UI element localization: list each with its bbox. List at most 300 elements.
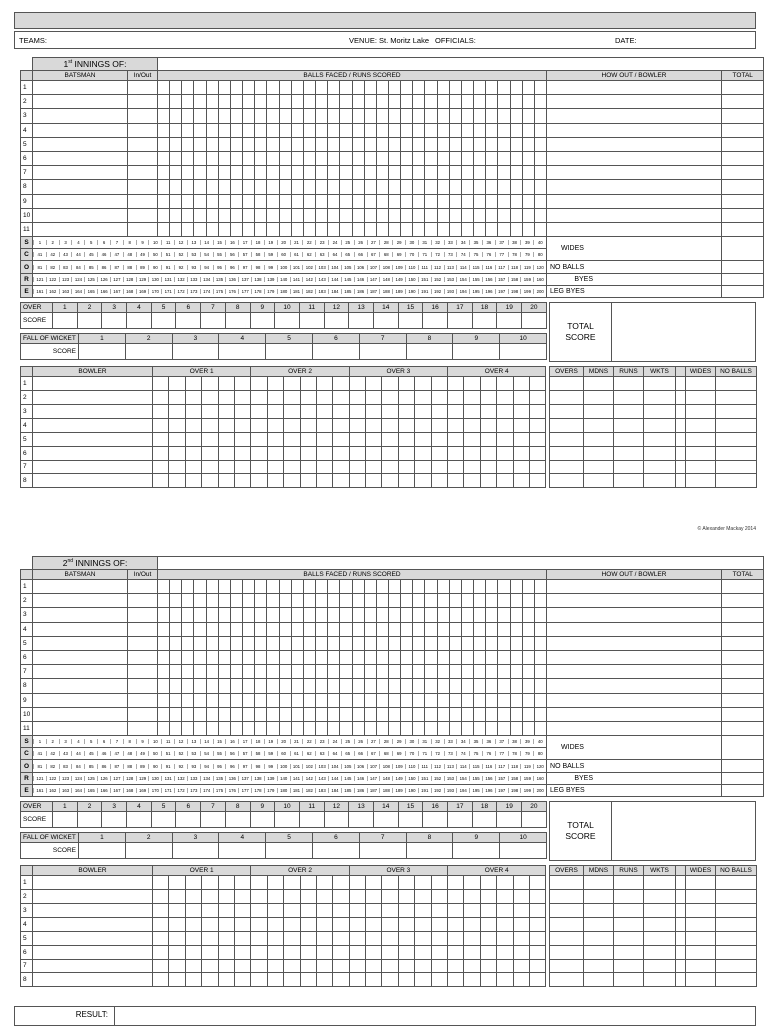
bowler-ball-cell[interactable]: [267, 917, 283, 931]
bowler-ball-cell[interactable]: [513, 931, 529, 945]
tally-number[interactable]: 78: [508, 751, 521, 756]
tally-number[interactable]: 64: [328, 252, 341, 257]
ball-cell[interactable]: [170, 693, 182, 707]
tally-number[interactable]: 84: [71, 265, 84, 270]
tally-number[interactable]: 91: [161, 265, 174, 270]
tally-number[interactable]: 58: [251, 252, 264, 257]
bowler-stat-cell[interactable]: [614, 917, 644, 931]
over-score-cell[interactable]: [398, 313, 423, 329]
ball-cell[interactable]: [437, 95, 449, 109]
bowler-ball-cell[interactable]: [234, 404, 250, 418]
batsman-name-cell[interactable]: [33, 665, 128, 679]
batsman-name-cell[interactable]: [33, 81, 128, 95]
tally-number[interactable]: 193: [444, 788, 457, 793]
bowler-ball-cell[interactable]: [202, 391, 218, 405]
ball-cell[interactable]: [474, 81, 486, 95]
ball-cell[interactable]: [486, 151, 498, 165]
bowler-ball-cell[interactable]: [185, 903, 201, 917]
how-out-cell[interactable]: [547, 194, 722, 208]
tally-number[interactable]: 56: [225, 751, 238, 756]
ball-cell[interactable]: [340, 650, 352, 664]
tally-number[interactable]: 156: [482, 776, 495, 781]
bowler-ball-cell[interactable]: [300, 917, 316, 931]
bowler-stat-cell[interactable]: [614, 446, 644, 460]
tally-number[interactable]: 148: [379, 776, 392, 781]
tally-number[interactable]: 166: [97, 289, 110, 294]
tally-number[interactable]: 160: [533, 776, 546, 781]
ball-cell[interactable]: [364, 194, 376, 208]
bowler-ball-cell[interactable]: [185, 945, 201, 959]
bowler-ball-cell[interactable]: [153, 931, 169, 945]
bowler-ball-cell[interactable]: [415, 890, 431, 904]
ball-cell[interactable]: [194, 123, 206, 137]
ball-cell[interactable]: [486, 81, 498, 95]
ball-cell[interactable]: [449, 693, 461, 707]
tally-number[interactable]: 119: [520, 764, 533, 769]
bowler-ball-cell[interactable]: [316, 931, 332, 945]
tally-number[interactable]: 180: [277, 788, 290, 793]
ball-cell[interactable]: [364, 622, 376, 636]
ball-cell[interactable]: [498, 650, 510, 664]
ball-cell[interactable]: [303, 222, 315, 236]
ball-cell[interactable]: [218, 180, 230, 194]
bowler-ball-cell[interactable]: [398, 418, 414, 432]
tally-number[interactable]: 55: [213, 751, 226, 756]
bowler-stat-cell[interactable]: [550, 973, 584, 987]
ball-cell[interactable]: [486, 693, 498, 707]
ball-cell[interactable]: [230, 650, 242, 664]
ball-cell[interactable]: [170, 208, 182, 222]
tally-number[interactable]: 184: [328, 289, 341, 294]
bowler-stat-cell[interactable]: [614, 404, 644, 418]
tally-number[interactable]: 117: [495, 265, 508, 270]
ball-cell[interactable]: [316, 151, 328, 165]
tally-number[interactable]: 117: [495, 764, 508, 769]
ball-cell[interactable]: [267, 95, 279, 109]
tally-number[interactable]: 79: [520, 252, 533, 257]
ball-cell[interactable]: [291, 81, 303, 95]
tally-number[interactable]: 159: [520, 277, 533, 282]
ball-cell[interactable]: [474, 208, 486, 222]
ball-cell[interactable]: [267, 109, 279, 123]
bowler-ball-cell[interactable]: [333, 931, 349, 945]
tally-number[interactable]: 120: [533, 764, 546, 769]
tally-number[interactable]: 171: [161, 788, 174, 793]
ball-cell[interactable]: [328, 123, 340, 137]
tally-number[interactable]: 195: [469, 788, 482, 793]
tally-number[interactable]: 175: [213, 788, 226, 793]
bowler-ball-cell[interactable]: [267, 959, 283, 973]
bowler-ball-cell[interactable]: [464, 959, 480, 973]
tally-number[interactable]: 157: [495, 277, 508, 282]
tally-number[interactable]: 170: [148, 788, 161, 793]
bowler-ball-cell[interactable]: [185, 460, 201, 474]
bowler-ball-cell[interactable]: [480, 890, 496, 904]
batsman-name-cell[interactable]: [33, 721, 128, 735]
ball-cell[interactable]: [316, 665, 328, 679]
bowler-stat-cell[interactable]: [644, 959, 676, 973]
bowler-ball-cell[interactable]: [366, 474, 382, 488]
bowler-stat-cell[interactable]: [550, 391, 584, 405]
ball-cell[interactable]: [461, 166, 473, 180]
bowler-ball-cell[interactable]: [349, 377, 365, 391]
tally-number[interactable]: 83: [59, 265, 72, 270]
ball-cell[interactable]: [498, 222, 510, 236]
ball-cell[interactable]: [437, 208, 449, 222]
tally-number[interactable]: 22: [302, 739, 315, 744]
ball-cell[interactable]: [522, 608, 534, 622]
ball-cell[interactable]: [413, 123, 425, 137]
bowler-ball-cell[interactable]: [333, 903, 349, 917]
ball-cell[interactable]: [437, 137, 449, 151]
bowler-ball-cell[interactable]: [316, 973, 332, 987]
bowler-ball-cell[interactable]: [366, 959, 382, 973]
ball-cell[interactable]: [170, 594, 182, 608]
bowler-ball-cell[interactable]: [185, 391, 201, 405]
in-out-cell[interactable]: [128, 123, 158, 137]
ball-cell[interactable]: [194, 650, 206, 664]
bowler-ball-cell[interactable]: [251, 931, 267, 945]
tally-number[interactable]: 176: [225, 289, 238, 294]
ball-cell[interactable]: [158, 208, 170, 222]
bowler-ball-cell[interactable]: [398, 917, 414, 931]
bowler-stat-cell[interactable]: [614, 418, 644, 432]
ball-cell[interactable]: [437, 580, 449, 594]
tally-number[interactable]: 190: [405, 289, 418, 294]
tally-number[interactable]: 22: [302, 240, 315, 245]
ball-cell[interactable]: [230, 109, 242, 123]
ball-cell[interactable]: [510, 180, 522, 194]
bowler-ball-cell[interactable]: [415, 959, 431, 973]
ball-cell[interactable]: [303, 580, 315, 594]
over-score-cell[interactable]: [423, 313, 448, 329]
ball-cell[interactable]: [425, 608, 437, 622]
ball-cell[interactable]: [437, 594, 449, 608]
tally-number[interactable]: 45: [84, 252, 97, 257]
bowler-ball-cell[interactable]: [267, 391, 283, 405]
bowler-ball-cell[interactable]: [284, 931, 300, 945]
ball-cell[interactable]: [364, 693, 376, 707]
ball-cell[interactable]: [267, 180, 279, 194]
bowler-ball-cell[interactable]: [431, 959, 447, 973]
ball-cell[interactable]: [364, 81, 376, 95]
tally-number[interactable]: 200: [533, 788, 546, 793]
tally-number[interactable]: 95: [213, 265, 226, 270]
bowler-ball-cell[interactable]: [415, 931, 431, 945]
batsman-total-cell[interactable]: [722, 194, 764, 208]
ball-cell[interactable]: [267, 194, 279, 208]
batsman-name-cell[interactable]: [33, 137, 128, 151]
bowler-ball-cell[interactable]: [284, 460, 300, 474]
bowler-ball-cell[interactable]: [529, 973, 545, 987]
ball-cell[interactable]: [413, 194, 425, 208]
bowler-ball-cell[interactable]: [218, 945, 234, 959]
bowler-ball-cell[interactable]: [202, 432, 218, 446]
ball-cell[interactable]: [449, 151, 461, 165]
ball-cell[interactable]: [401, 81, 413, 95]
bowler-stat-cell[interactable]: [584, 945, 614, 959]
bowler-ball-cell[interactable]: [431, 945, 447, 959]
how-out-cell[interactable]: [547, 151, 722, 165]
bowler-ball-cell[interactable]: [464, 377, 480, 391]
ball-cell[interactable]: [279, 665, 291, 679]
bowler-stat-cell[interactable]: [584, 391, 614, 405]
bowler-ball-cell[interactable]: [284, 903, 300, 917]
ball-cell[interactable]: [522, 580, 534, 594]
ball-cell[interactable]: [522, 208, 534, 222]
ball-cell[interactable]: [534, 580, 546, 594]
tally-number[interactable]: 189: [392, 788, 405, 793]
bowler-stat-cell[interactable]: [584, 903, 614, 917]
in-out-cell[interactable]: [128, 608, 158, 622]
bowler-ball-cell[interactable]: [153, 460, 169, 474]
ball-cell[interactable]: [425, 137, 437, 151]
bowler-stat-cell[interactable]: [614, 945, 644, 959]
bowler-ball-cell[interactable]: [316, 890, 332, 904]
bowler-ball-cell[interactable]: [267, 931, 283, 945]
bowler-ball-cell[interactable]: [398, 432, 414, 446]
bowler-stat-cell[interactable]: [686, 890, 716, 904]
ball-cell[interactable]: [534, 222, 546, 236]
ball-cell[interactable]: [170, 151, 182, 165]
ball-cell[interactable]: [376, 580, 388, 594]
tally-number[interactable]: 27: [367, 739, 380, 744]
tally-number[interactable]: 87: [110, 764, 123, 769]
bowler-ball-cell[interactable]: [464, 432, 480, 446]
ball-cell[interactable]: [218, 109, 230, 123]
bowler-ball-cell[interactable]: [300, 404, 316, 418]
tally-number[interactable]: 179: [264, 788, 277, 793]
tally-number[interactable]: 100: [277, 764, 290, 769]
bowler-stat-cell[interactable]: [686, 391, 716, 405]
ball-cell[interactable]: [255, 166, 267, 180]
tally-number[interactable]: 121: [33, 776, 46, 781]
tally-number[interactable]: 41: [33, 751, 46, 756]
tally-number[interactable]: 183: [315, 788, 328, 793]
fow-score-cell[interactable]: [406, 843, 453, 859]
bowler-ball-cell[interactable]: [349, 876, 365, 890]
ball-cell[interactable]: [255, 665, 267, 679]
tally-number[interactable]: 32: [431, 240, 444, 245]
ball-cell[interactable]: [522, 194, 534, 208]
bowler-ball-cell[interactable]: [333, 917, 349, 931]
ball-cell[interactable]: [158, 81, 170, 95]
tally-number[interactable]: 166: [97, 788, 110, 793]
ball-cell[interactable]: [316, 679, 328, 693]
bowler-ball-cell[interactable]: [431, 460, 447, 474]
ball-cell[interactable]: [388, 180, 400, 194]
tally-number[interactable]: 17: [238, 739, 251, 744]
ball-cell[interactable]: [437, 222, 449, 236]
ball-cell[interactable]: [218, 693, 230, 707]
bowler-ball-cell[interactable]: [529, 959, 545, 973]
ball-cell[interactable]: [437, 636, 449, 650]
bowler-ball-cell[interactable]: [251, 404, 267, 418]
bowler-ball-cell[interactable]: [153, 377, 169, 391]
bowler-ball-cell[interactable]: [169, 404, 185, 418]
tally-number[interactable]: 116: [482, 265, 495, 270]
ball-cell[interactable]: [279, 580, 291, 594]
ball-cell[interactable]: [182, 622, 194, 636]
ball-cell[interactable]: [510, 95, 522, 109]
bowler-stat-cell[interactable]: [676, 446, 686, 460]
tally-number[interactable]: 121: [33, 277, 46, 282]
tally-number[interactable]: 89: [136, 764, 149, 769]
ball-cell[interactable]: [218, 679, 230, 693]
ball-cell[interactable]: [303, 95, 315, 109]
over-score-cell[interactable]: [151, 812, 176, 828]
ball-cell[interactable]: [510, 636, 522, 650]
how-out-cell[interactable]: [547, 95, 722, 109]
bowler-ball-cell[interactable]: [497, 931, 513, 945]
bowler-stat-cell[interactable]: [644, 446, 676, 460]
bowler-ball-cell[interactable]: [415, 876, 431, 890]
bowler-ball-cell[interactable]: [218, 890, 234, 904]
ball-cell[interactable]: [510, 194, 522, 208]
ball-cell[interactable]: [182, 208, 194, 222]
ball-cell[interactable]: [388, 137, 400, 151]
bowler-ball-cell[interactable]: [480, 959, 496, 973]
tally-number[interactable]: 123: [59, 277, 72, 282]
tally-number[interactable]: 191: [418, 788, 431, 793]
tally-number[interactable]: 143: [315, 776, 328, 781]
tally-number[interactable]: 38: [508, 240, 521, 245]
ball-cell[interactable]: [461, 95, 473, 109]
tally-number[interactable]: 46: [97, 252, 110, 257]
bowler-ball-cell[interactable]: [464, 404, 480, 418]
bowler-ball-cell[interactable]: [431, 973, 447, 987]
bowler-ball-cell[interactable]: [202, 917, 218, 931]
ball-cell[interactable]: [340, 608, 352, 622]
ball-cell[interactable]: [255, 594, 267, 608]
ball-cell[interactable]: [413, 707, 425, 721]
tally-number[interactable]: 49: [136, 252, 149, 257]
ball-cell[interactable]: [303, 180, 315, 194]
batsman-name-cell[interactable]: [33, 580, 128, 594]
ball-cell[interactable]: [158, 580, 170, 594]
bowler-name-cell[interactable]: [33, 460, 153, 474]
tally-number[interactable]: 86: [97, 764, 110, 769]
tally-number[interactable]: 98: [251, 265, 264, 270]
tally-number[interactable]: 93: [187, 265, 200, 270]
tally-number[interactable]: 127: [110, 776, 123, 781]
ball-cell[interactable]: [218, 194, 230, 208]
fow-score-cell[interactable]: [125, 843, 172, 859]
ball-cell[interactable]: [243, 123, 255, 137]
tally-number[interactable]: 140: [277, 277, 290, 282]
tally-number[interactable]: 184: [328, 788, 341, 793]
bowler-stat-cell[interactable]: [716, 876, 757, 890]
bowler-stat-cell[interactable]: [644, 945, 676, 959]
bowler-ball-cell[interactable]: [398, 377, 414, 391]
tally-number[interactable]: 8: [123, 739, 136, 744]
tally-number[interactable]: 20: [277, 240, 290, 245]
tally-number[interactable]: 101: [290, 265, 303, 270]
ball-cell[interactable]: [182, 166, 194, 180]
bowler-ball-cell[interactable]: [366, 890, 382, 904]
ball-cell[interactable]: [158, 622, 170, 636]
tally-number[interactable]: 129: [136, 776, 149, 781]
tally-number[interactable]: 114: [456, 764, 469, 769]
bowler-ball-cell[interactable]: [529, 460, 545, 474]
bowler-stat-cell[interactable]: [686, 404, 716, 418]
over-score-cell[interactable]: [472, 812, 497, 828]
tally-number[interactable]: 74: [456, 751, 469, 756]
ball-cell[interactable]: [328, 580, 340, 594]
tally-number[interactable]: 135: [213, 776, 226, 781]
ball-cell[interactable]: [170, 166, 182, 180]
tally-number[interactable]: 96: [225, 764, 238, 769]
bowler-ball-cell[interactable]: [513, 959, 529, 973]
in-out-cell[interactable]: [128, 166, 158, 180]
ball-cell[interactable]: [534, 109, 546, 123]
bowler-ball-cell[interactable]: [218, 876, 234, 890]
ball-cell[interactable]: [376, 151, 388, 165]
in-out-cell[interactable]: [128, 707, 158, 721]
bowler-stat-cell[interactable]: [550, 404, 584, 418]
bowler-name-cell[interactable]: [33, 931, 153, 945]
ball-cell[interactable]: [255, 622, 267, 636]
bowler-ball-cell[interactable]: [398, 404, 414, 418]
ball-cell[interactable]: [388, 194, 400, 208]
ball-cell[interactable]: [328, 608, 340, 622]
ball-cell[interactable]: [352, 151, 364, 165]
bowler-stat-cell[interactable]: [686, 446, 716, 460]
ball-cell[interactable]: [474, 594, 486, 608]
bowler-ball-cell[interactable]: [169, 418, 185, 432]
bowler-ball-cell[interactable]: [382, 474, 398, 488]
ball-cell[interactable]: [340, 707, 352, 721]
tally-number[interactable]: 51: [161, 252, 174, 257]
bowler-ball-cell[interactable]: [333, 876, 349, 890]
tally-number[interactable]: 14: [200, 739, 213, 744]
bowler-ball-cell[interactable]: [349, 959, 365, 973]
ball-cell[interactable]: [413, 137, 425, 151]
bowler-ball-cell[interactable]: [513, 377, 529, 391]
ball-cell[interactable]: [413, 594, 425, 608]
bowler-ball-cell[interactable]: [529, 903, 545, 917]
batsman-total-cell[interactable]: [722, 707, 764, 721]
ball-cell[interactable]: [388, 665, 400, 679]
bowler-ball-cell[interactable]: [366, 418, 382, 432]
in-out-cell[interactable]: [128, 622, 158, 636]
bowler-stat-cell[interactable]: [584, 418, 614, 432]
bowler-ball-cell[interactable]: [202, 945, 218, 959]
bowler-ball-cell[interactable]: [480, 418, 496, 432]
ball-cell[interactable]: [352, 665, 364, 679]
ball-cell[interactable]: [449, 636, 461, 650]
ball-cell[interactable]: [316, 594, 328, 608]
ball-cell[interactable]: [401, 650, 413, 664]
tally-number[interactable]: 92: [174, 265, 187, 270]
bowler-ball-cell[interactable]: [366, 973, 382, 987]
ball-cell[interactable]: [328, 109, 340, 123]
bowler-name-cell[interactable]: [33, 903, 153, 917]
over-score-cell[interactable]: [324, 812, 349, 828]
tally-number[interactable]: 55: [213, 252, 226, 257]
ball-cell[interactable]: [218, 594, 230, 608]
ball-cell[interactable]: [328, 137, 340, 151]
tally-number[interactable]: 151: [418, 776, 431, 781]
ball-cell[interactable]: [364, 636, 376, 650]
tally-number[interactable]: 5: [84, 240, 97, 245]
bowler-ball-cell[interactable]: [153, 418, 169, 432]
ball-cell[interactable]: [218, 95, 230, 109]
ball-cell[interactable]: [194, 222, 206, 236]
ball-cell[interactable]: [182, 95, 194, 109]
batsman-name-cell[interactable]: [33, 636, 128, 650]
ball-cell[interactable]: [498, 137, 510, 151]
